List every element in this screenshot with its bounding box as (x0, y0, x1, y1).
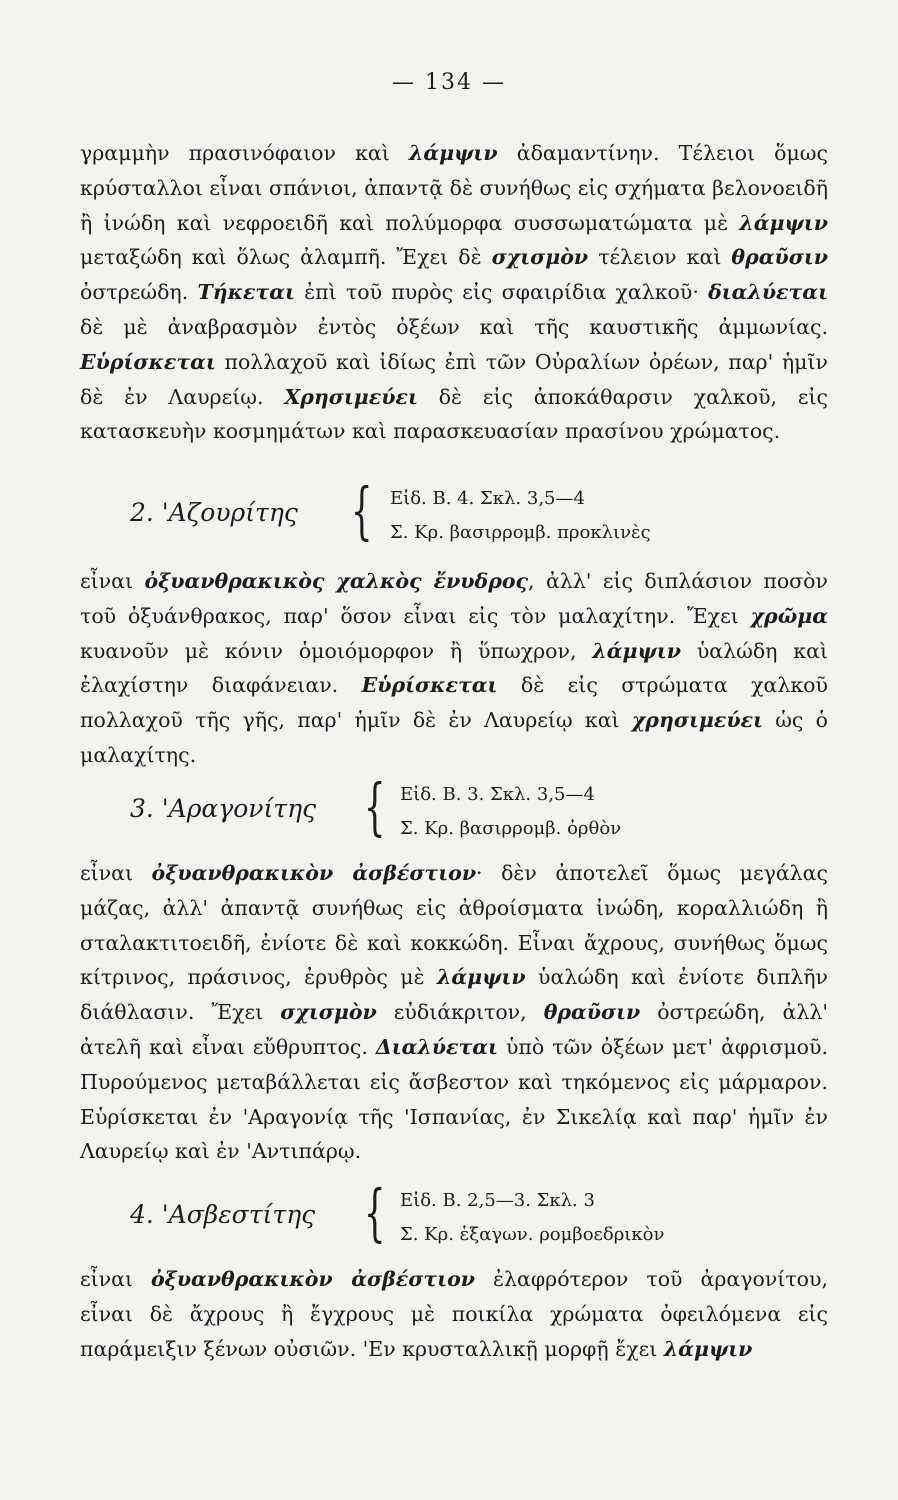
text-run: εὐδιάκριτον, (376, 1000, 544, 1025)
emphasized-term: ὀξυανθρακικὸς χαλκὸς ἔνυδρος (144, 569, 528, 593)
crystal-system-line: Σ. Κρ. βασιρρομβ. ὀρθὸν (400, 818, 622, 839)
mineral-title: 2. 'Αζουρίτης (130, 498, 298, 527)
text-run: ἀδαμαντίνην. Τέλειοι ὅμως κρύσταλλοι εἶναι σπάνιοι, ἀπαντᾷ δὲ συνήθως εἰς σχήματα βελονοειδῆ ἢ ἰνώδη καὶ νεφροειδῆ καὶ πολύμορφα συσσωματώματα μὲ (80, 141, 829, 235)
text-run: ὀστρεώδη. (80, 280, 198, 305)
emphasized-term: σχισμὸν (280, 1000, 377, 1025)
text-run: ἐπὶ τοῦ πυρὸς εἰς σφαιρίδια χαλκοῦ· (294, 280, 709, 305)
mineral-title: 3. 'Αραγονίτης (130, 794, 317, 823)
text-run: εἶναι (80, 569, 145, 593)
brace: { (350, 474, 373, 547)
crystal-system-line: Σ. Κρ. ἑξαγων. ρομβοεδρικὸν (400, 1224, 665, 1245)
paragraph-malachite-cont (80, 136, 828, 449)
text-run: εἶναι (80, 861, 152, 885)
text-run: ὑαλώδη καὶ ἐλαχίστην διαφάνειαν. (80, 638, 828, 698)
text-run: · δὲν ἀποτελεῖ ὅμως μεγάλας μάζας, ἀλλ' ἀπαντᾷ συνήθως εἰς ἀθροίσματα ἰνώδη, κοραλλιώδη ἢ σταλακτιτοειδῆ, ἐνίοτε δὲ καὶ κοκκώδη. Εἶναι ἄχρους, συνήθως ὅμως κίτρινος, πράσινος, ἐρυθρὸς μὲ (80, 861, 828, 990)
text-run: , ἀλλ' εἰς διπλάσιον ποσὸν τοῦ ὀξυάνθρακος, παρ' ὅσον εἶναι εἰς τὸν μαλαχίτην. Ἔχει (80, 569, 828, 628)
page-number: — 134 — (392, 70, 506, 95)
emphasized-term: χρησιμεύει (631, 708, 763, 733)
heading-aragonite (130, 770, 830, 846)
emphasized-term: λάμψιν (739, 210, 828, 235)
text-run: δὲ μὲ ἀναβρασμὸν ἐντὸς ὀξέων καὶ τῆς καυστικῆς ἀμμωνίας. (80, 314, 828, 339)
paragraph-azurite (80, 564, 828, 773)
brace: { (363, 770, 386, 843)
emphasized-term: θραῦσιν (543, 1000, 641, 1025)
hardness-line: Εἰδ. Β. 3. Σκλ. 3,5—4 (400, 784, 595, 805)
text-run: ὀστρεώδη, ἀλλ' ἀτελῆ καὶ εἶναι εὔθρυπτος. (80, 1000, 829, 1059)
text-run: ὑαλώδη καὶ ἐνίοτε διπλῆν διάθλασιν. Ἔχει (80, 965, 828, 1025)
emphasized-term: ὀξυανθρακικὸν ἀσβέστιον (151, 1267, 475, 1291)
mineral-title: 4. 'Ασβεστίτης (130, 1200, 316, 1229)
text-run: ὑπὸ τῶν ὀξέων μετ' ἀφρισμοῦ. Πυρούμενος μεταβάλλεται εἰς ἄσβεστον καὶ τηκόμενος εἰς μάρμαρον. Εὑρίσκεται ἐν 'Αραγονίᾳ τῆς 'Ισπανίας, ἐν Σικελίᾳ καὶ παρ' ἡμῖν ἐν Λαυρείῳ καὶ ἐν 'Αντιπάρῳ. (80, 1034, 829, 1164)
hardness-line: Εἰδ. Β. 2,5—3. Σκλ. 3 (400, 1190, 595, 1211)
mineral-properties (400, 1184, 664, 1252)
text-run: γραμμὴν πρασινόφαιον καὶ (80, 141, 409, 165)
emphasized-term: Διαλύεται (375, 1034, 498, 1059)
text-run: πολλαχοῦ καὶ ἰδίως ἐπὶ τῶν Οὐραλίων ὀρέων, παρ' ἡμῖν δὲ ἐν Λαυρείῳ. (80, 349, 828, 409)
emphasized-term: λάμψιν (437, 965, 526, 990)
heading-azurite (130, 474, 830, 550)
emphasized-term: σχισμὸν (491, 245, 589, 270)
text-run: ὡς ὁ μαλαχίτης. (80, 708, 828, 767)
text-run: ἐλαφρότερον τοῦ ἀραγονίτου, εἶναι δὲ ἄχρους ἢ ἔγχρους μὲ ποικίλα χρώματα ὀφειλόμενα εἰς παράμειξιν ξένων οὐσιῶν. 'Εν κρυσταλλικῇ μορφῇ ἔχει (80, 1267, 829, 1361)
emphasized-term: Εὑρίσκεται (361, 673, 498, 698)
crystal-system-line: Σ. Κρ. βασιρρομβ. προκλινὲς (390, 522, 651, 543)
emphasized-term: Χρησιμεύει (284, 384, 418, 409)
mineral-properties (390, 482, 651, 550)
emphasized-term: Τήκεται (197, 280, 295, 305)
emphasized-term: Εὑρίσκεται (80, 349, 216, 374)
emphasized-term: χρῶμα (750, 603, 828, 628)
text-run: τέλειον καὶ (588, 245, 732, 270)
text-run: εἶναι (80, 1267, 151, 1291)
emphasized-term: λάμψιν (408, 141, 498, 165)
emphasized-term: λάμψιν (592, 638, 681, 663)
text-run: κυανοῦν μὲ κόνιν ὁμοιόμορφον ἢ ὕπωχρον, (80, 638, 593, 663)
emphasized-term: ὀξυανθρακικὸν ἀσβέστιον (151, 861, 477, 885)
emphasized-term: διαλύεται (708, 280, 828, 305)
text-run: μεταξώδη καὶ ὅλως ἀλαμπῆ. Ἔχει δὲ (80, 245, 492, 270)
hardness-line: Εἰδ. Β. 4. Σκλ. 3,5—4 (390, 488, 585, 509)
text-run: δὲ εἰς ἀποκάθαρσιν χαλκοῦ, εἰς κατασκευὴν κοσμημάτων καὶ παρασκευασίαν πρασίνου χρώματος. (80, 384, 828, 444)
emphasized-term: λάμψιν (663, 1336, 753, 1361)
paragraph-calcite (80, 1262, 828, 1366)
brace: { (363, 1176, 386, 1249)
mineral-properties (400, 778, 621, 846)
emphasized-term: θραῦσιν (731, 245, 828, 270)
heading-calcite (130, 1176, 830, 1252)
paragraph-aragonite (80, 856, 828, 1169)
text-run: δὲ εἰς στρώματα χαλκοῦ πολλαχοῦ τῆς γῆς, παρ' ἡμῖν δὲ ἐν Λαυρείῳ καὶ (80, 673, 828, 733)
